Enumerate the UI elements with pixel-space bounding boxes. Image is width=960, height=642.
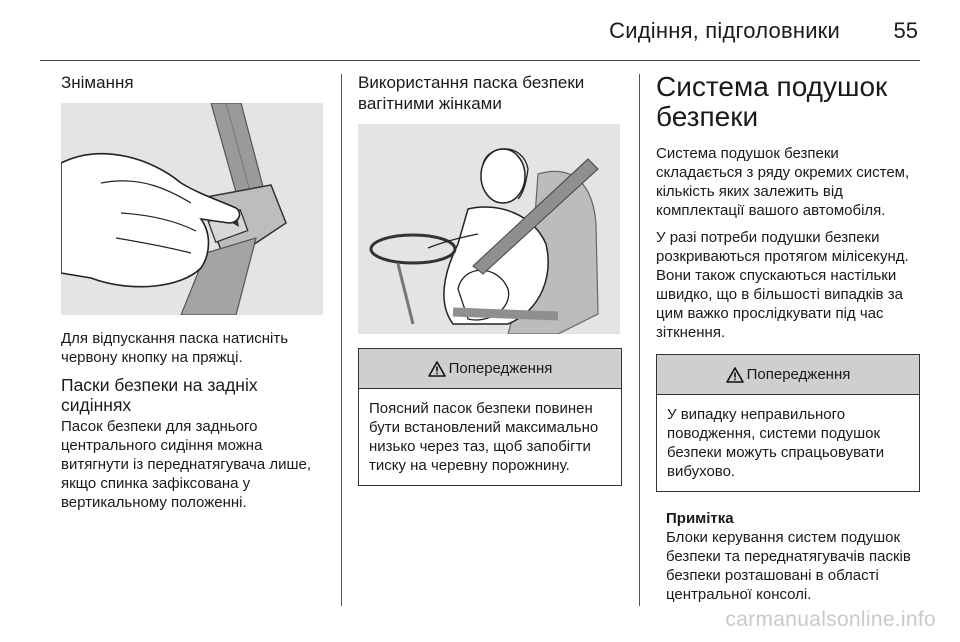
- header-divider: [40, 60, 920, 61]
- watermark: carmanualsonline.info: [725, 608, 936, 631]
- note-body: Блоки керування систем подушок безпеки та переднатягувачів пасків безпеки розташовані в області центральної консолі.: [666, 529, 911, 603]
- warning-triangle-icon: [726, 367, 744, 383]
- section-heading-airbag-system: Система подушок безпеки: [656, 71, 888, 132]
- note-title: Примітка: [666, 510, 734, 527]
- section-heading-rear-seatbelts: Паски безпеки на задніх сидіннях: [61, 375, 258, 415]
- warning-body: У випадку неправильного поводження, системи подушок безпеки можуть спрацьовувати вибухово.: [667, 406, 885, 480]
- release-caption: Для відпускання паска натисніть червону кнопку на пряжці.: [61, 330, 289, 366]
- warning-triangle-icon: [428, 361, 446, 377]
- warning-title: Попередження: [448, 360, 553, 377]
- pregnant-woman-seatbelt-icon: [358, 124, 620, 334]
- column-3: [656, 72, 920, 604]
- seatbelt-buckle-icon: [61, 103, 323, 315]
- airbag-para-1: Система подушок безпеки складається з ряду окремих систем, кількість яких залежить від комплектації вашого автомобіля.: [656, 145, 910, 219]
- warning-box-pregnant: [358, 348, 622, 486]
- airbag-para-2: У разі потреби подушки безпеки розкриваються протягом мілісекунд. Вони також спускаються настільки швидко, що в більшості випадків за цим важко прослідкувати під час зіткнення.: [656, 229, 909, 341]
- warning-title: Попередження: [746, 366, 851, 383]
- section-heading-removal: Знімання: [61, 73, 134, 92]
- warning-header: [657, 355, 919, 395]
- page-header-title: Сидіння, підголовники: [609, 18, 840, 43]
- column-divider: [639, 74, 640, 606]
- column-divider: [341, 74, 342, 606]
- warning-box-airbag: [656, 354, 920, 492]
- seatbelt-release-figure: [61, 103, 323, 315]
- pregnant-woman-figure: [358, 124, 620, 334]
- column-2: [358, 72, 624, 504]
- warning-header: [359, 349, 621, 389]
- page-number: 55: [893, 18, 918, 43]
- column-1: [61, 72, 327, 520]
- rear-seatbelts-body: Пасок безпеки для заднього центрального сидіння можна витягнути із переднатягувача лише, якщо спинка зафіксована у вертикальному положенні.: [61, 418, 312, 511]
- warning-body: Поясний пасок безпеки повинен бути встановлений максимально низько через таз, щоб запобігти тиску на черевну порожнину.: [369, 400, 599, 474]
- section-heading-pregnant-women: Використання паска безпеки вагітними жінками: [358, 73, 585, 113]
